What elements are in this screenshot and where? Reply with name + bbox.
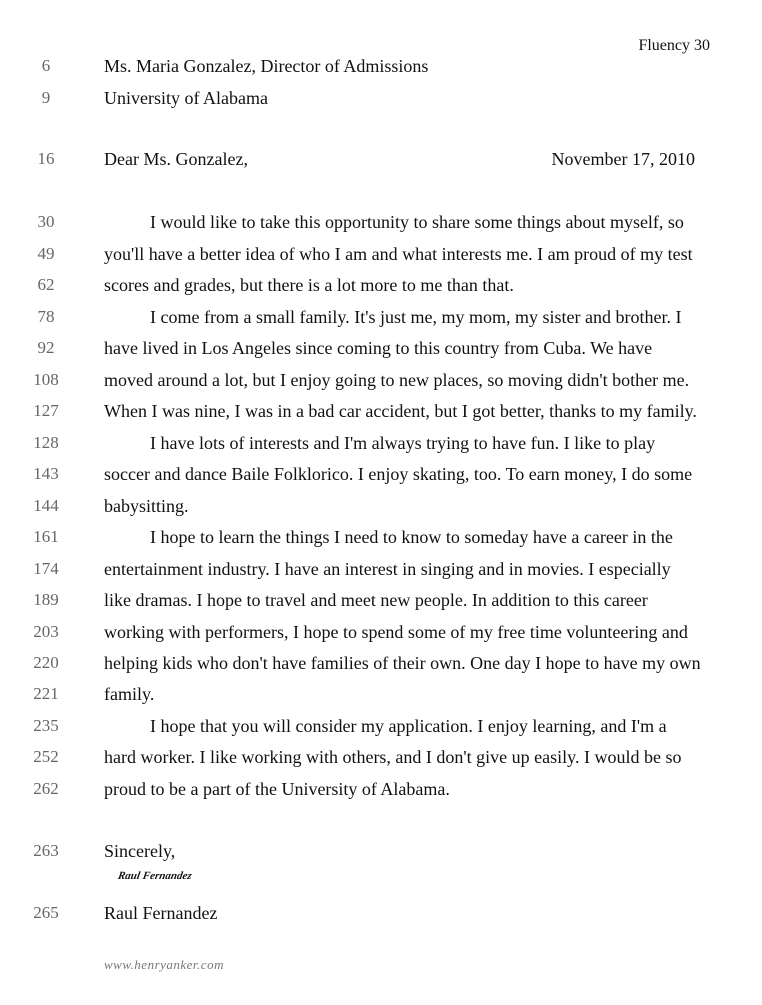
- salutation-line: [0, 143, 762, 175]
- body-text: like dramas. I hope to travel and meet new people. In addition to this career: [104, 590, 648, 610]
- body-text: hard worker. I like working with others, and I don't give up easily. I would be so: [104, 747, 682, 767]
- body-text: moved around a lot, but I enjoy going to new places, so moving didn't bother me.: [104, 370, 690, 390]
- body-line: [0, 584, 762, 616]
- body-text: have lived in Los Angeles since coming to this country from Cuba. We have: [104, 338, 653, 358]
- body-line: [0, 332, 762, 364]
- body-line: [0, 301, 762, 333]
- closing-line: [0, 835, 762, 867]
- body-text: family.: [104, 684, 155, 704]
- word-count: 161: [33, 527, 59, 546]
- word-count: 9: [41, 88, 51, 107]
- address-line: [0, 50, 762, 82]
- body-text: I hope to learn the things I need to know to someday have a career in the: [150, 527, 673, 547]
- page-label: Fluency 30: [638, 37, 710, 54]
- word-count: 220: [33, 653, 59, 672]
- body-line: [0, 490, 762, 522]
- body-text: soccer and dance Baile Folklorico. I enjoy skating, too. To earn money, I do some: [104, 464, 693, 484]
- body-text: you'll have a better idea of who I am and what interests me. I am proud of my test: [104, 244, 693, 264]
- word-count: 127: [33, 401, 59, 420]
- body-text: helping kids who don't have families of their own. One day I hope to have my own: [104, 653, 701, 673]
- body-line: [0, 364, 762, 396]
- word-count: 78: [37, 307, 55, 326]
- word-count: 203: [33, 622, 59, 641]
- body-line: [0, 553, 762, 585]
- word-count: 174: [33, 559, 59, 578]
- word-count: 235: [33, 716, 59, 735]
- word-count: 252: [33, 747, 59, 766]
- body-line: [0, 269, 762, 301]
- body-text: I come from a small family. It's just me, my mom, my sister and brother. I: [150, 307, 682, 327]
- word-count: 128: [33, 433, 59, 452]
- word-count: 30: [37, 212, 55, 231]
- word-count: 265: [33, 903, 59, 922]
- word-count: 221: [33, 684, 59, 703]
- closing: Sincerely,: [104, 841, 176, 861]
- word-count: 144: [33, 496, 59, 515]
- word-count: 6: [41, 56, 51, 75]
- body-line: [0, 206, 762, 238]
- body-line: [0, 710, 762, 742]
- address-line: [0, 82, 762, 114]
- word-count: 49: [37, 244, 55, 263]
- word-count: 262: [33, 779, 59, 798]
- body-line: [0, 616, 762, 648]
- body-line: [0, 678, 762, 710]
- signature: Raul Fernandez: [116, 870, 193, 882]
- word-count: 108: [33, 370, 59, 389]
- footer-url: www.henryanker.com: [104, 957, 224, 972]
- word-count: 143: [33, 464, 59, 483]
- word-count: 16: [37, 149, 55, 168]
- body-text: entertainment industry. I have an interest in singing and in movies. I especially: [104, 559, 671, 579]
- word-count: 263: [33, 841, 59, 860]
- signer-name: Raul Fernandez: [104, 903, 218, 923]
- body-text: babysitting.: [104, 496, 189, 516]
- body-line: [0, 773, 762, 805]
- body-text: When I was nine, I was in a bad car accident, but I got better, thanks to my family.: [104, 401, 697, 421]
- body-line: [0, 238, 762, 270]
- body-text: scores and grades, but there is a lot more to me than that.: [104, 275, 514, 295]
- body-line: [0, 427, 762, 459]
- letter-date: November 17, 2010: [551, 149, 695, 169]
- word-count: 189: [33, 590, 59, 609]
- salutation: Dear Ms. Gonzalez,: [104, 149, 248, 169]
- body-line: [0, 521, 762, 553]
- body-text: I have lots of interests and I'm always trying to have fun. I like to play: [150, 433, 656, 453]
- body-text: proud to be a part of the University of Alabama.: [104, 779, 450, 799]
- word-count: 62: [37, 275, 55, 294]
- body-line: [0, 458, 762, 490]
- body-line: [0, 741, 762, 773]
- signer-line: [0, 897, 762, 929]
- body-text: I hope that you will consider my application. I enjoy learning, and I'm a: [150, 716, 667, 736]
- body-text: working with performers, I hope to spend some of my free time volunteering and: [104, 622, 688, 642]
- body-text: I would like to take this opportunity to share some things about myself, so: [150, 212, 684, 232]
- address-institution: University of Alabama: [104, 88, 268, 108]
- address-recipient: Ms. Maria Gonzalez, Director of Admissions: [104, 56, 429, 76]
- body-line: [0, 647, 762, 679]
- word-count: 92: [37, 338, 55, 357]
- body-line: [0, 395, 762, 427]
